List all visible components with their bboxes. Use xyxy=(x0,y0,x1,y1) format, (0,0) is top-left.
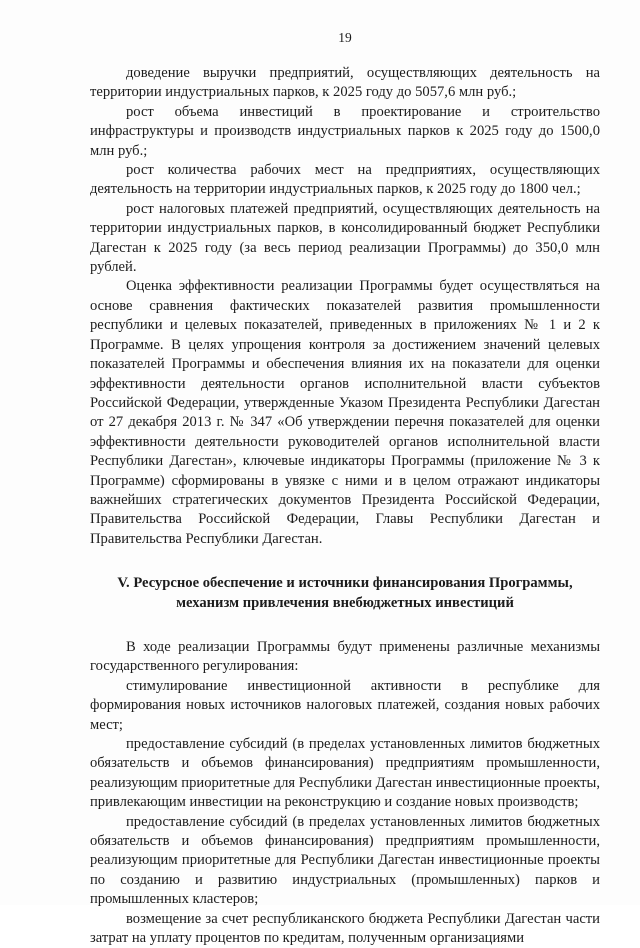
paragraph-revenue-target: доведение выручки предприятий, осуществляющих деятельность на территории индустриальных парков, к 2025 году до 5057,6 млн руб.; xyxy=(90,65,600,101)
paragraph-investment-target: рост объема инвестиций в проектирование и строительство инфраструктуры и производств индустриальных парков к 2025 году до 1500,0 млн руб.; xyxy=(90,103,600,159)
paragraph-subsidies-parks: предоставление субсидий (в пределах установленных лимитов бюджетных обязательств и объемов финансирования) предприятиям промышленности, реализующим приоритетные для Республики Дагестан инвестиционные проекты по созданию и развитию индустриальных (промышленных) парков и промышленных кластеров; xyxy=(90,813,600,908)
paragraph-investment-stimulation: стимулирование инвестиционной активности в республике для формирования новых источников налоговых платежей, создания новых рабочих мест; xyxy=(90,677,600,733)
paragraph-jobs-target: рост количества рабочих мест на предприятиях, осуществляющих деятельность на территории индустриальных парков, к 2025 году до 1800 чел.; xyxy=(90,162,600,198)
page-number: 19 xyxy=(338,30,352,45)
paragraph-efficiency-evaluation: Оценка эффективности реализации Программы будет осуществляться на основе сравнения фактических показателей развития промышленности республики и целевых показателей, приведенных в приложениях № 1 и 2 к Программе. В целях упрощения контроля за достижением значений целевых показателей Программы и обеспечения влияния их на показатели для оценки эффективности деятельности органов исполнительной власти субъектов Российской Федерации, утвержденные Указом Президента Республики Дагестан от 27 декабря 2013 г. № 347 «Об утверждении перечня показателей для оценки эффективности деятельности руководителей органов исполнительной власти Республики Дагестан», ключевые индикаторы Программы (приложение № 3 к Программе) сформированы в увязке с ними и в целом отражают индикаторы важнейших стратегических документов Президента Российской Федерации, Правительства Российской Федерации, Главы Республики Дагестан и Правительства Республики Дагестан. xyxy=(90,278,600,547)
section-heading-line-2: механизм привлечения внебюджетных инвестиций xyxy=(176,594,514,611)
paragraph-interest-compensation: возмещение за счет республиканского бюджета Республики Дагестан части затрат на уплату процентов по кредитам, полученным организациями xyxy=(90,910,600,947)
paragraph-subsidies-projects: предоставление субсидий (в пределах установленных лимитов бюджетных обязательств и объемов финансирования) предприятиям промышленности, реализующим приоритетные для Республики Дагестан инвестиционные проекты, привлекающим инвестиции на реконструкцию и создание новых производств; xyxy=(90,736,600,811)
section-heading xyxy=(90,574,600,613)
paragraph-tax-target: рост налоговых платежей предприятий, осуществляющих деятельность на территории индустриальных парков, в консолидированный бюджет Республики Дагестан к 2025 году (за весь период реализации Программы) до 350,0 млн рублей. xyxy=(90,200,600,276)
section-heading-line-1: V. Ресурсное обеспечение и источники финансирования Программы, xyxy=(117,575,573,592)
paragraph-regulation-mechanisms: В ходе реализации Программы будут применены различные механизмы государственного регулирования: xyxy=(90,638,600,675)
